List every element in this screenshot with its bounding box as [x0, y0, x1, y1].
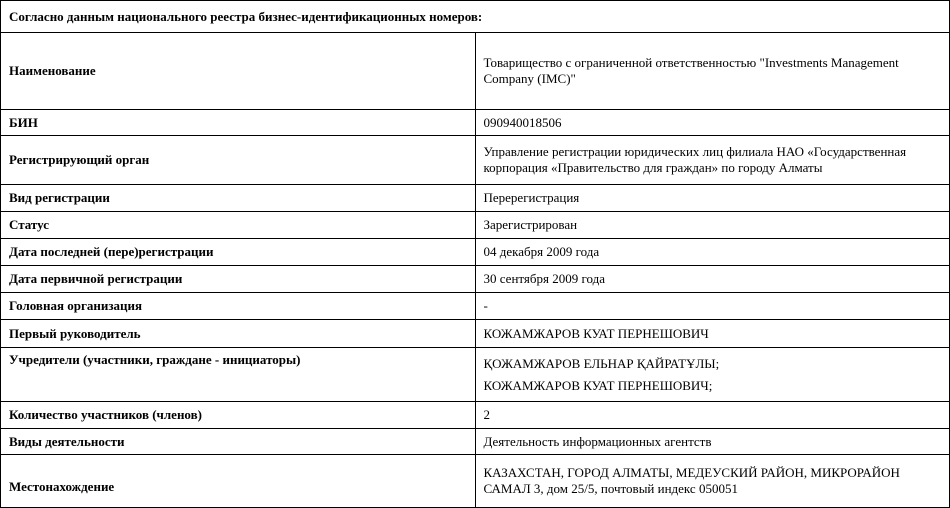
table-row: [1, 33, 950, 110]
registering-body-label: Регистрирующий орган: [1, 136, 476, 185]
table-row: [1, 266, 950, 293]
location-label: Местонахождение: [1, 455, 476, 508]
founder-item: КОЖАМЖАРОВ КУАТ ПЕРНЕШОВИЧ;: [483, 377, 713, 393]
registration-type-value: Перерегистрация: [475, 185, 950, 212]
last-registration-date-label: Дата последней (пере)регистрации: [1, 239, 476, 266]
registration-type-label: Вид регистрации: [1, 185, 476, 212]
founders-label: Учредители (участники, граждане - инициаторы): [1, 348, 476, 402]
table-row: [1, 455, 950, 508]
table-row: [1, 402, 950, 429]
head-organization-label: Головная организация: [1, 293, 476, 320]
head-organization-value: -: [475, 293, 950, 320]
member-count-label: Количество участников (членов): [1, 402, 476, 429]
bin-label: БИН: [1, 110, 476, 136]
bin-value: 090940018506: [475, 110, 950, 136]
table-row: [1, 239, 950, 266]
last-registration-date-value: 04 декабря 2009 года: [475, 239, 950, 266]
member-count-value: 2: [475, 402, 950, 429]
name-value: Товарищество с ограниченной ответственностью "Investments Management Company (IMC)": [475, 33, 950, 110]
table-row: [1, 136, 950, 185]
table-row: [1, 429, 950, 455]
chief-label: Первый руководитель: [1, 320, 476, 348]
table-row: [1, 212, 950, 239]
table-row: [1, 293, 950, 320]
status-label: Статус: [1, 212, 476, 239]
table-row: [1, 185, 950, 212]
chief-value: КОЖАМЖАРОВ КУАТ ПЕРНЕШОВИЧ: [475, 320, 950, 348]
status-value: Зарегистрирован: [475, 212, 950, 239]
registry-header: Согласно данным национального реестра бизнес-идентификационных номеров:: [1, 1, 950, 33]
activities-value: Деятельность информационных агентств: [475, 429, 950, 455]
founder-item: ҚОЖАМЖАРОВ ЕЛЬНАР ҚАЙРАТҰЛЫ;: [483, 355, 720, 371]
registering-body-value: Управление регистрации юридических лиц филиала НАО «Государственная корпорация «Правительство для граждан» по городу Алматы: [475, 136, 950, 185]
table-row: [1, 110, 950, 136]
first-registration-date-label: Дата первичной регистрации: [1, 266, 476, 293]
header-row: [1, 1, 950, 33]
activities-label: Виды деятельности: [1, 429, 476, 455]
table-row: [1, 348, 950, 402]
table-row: [1, 320, 950, 348]
location-value: КАЗАХСТАН, ГОРОД АЛМАТЫ, МЕДЕУСКИЙ РАЙОН, МИКРОРАЙОН САМАЛ 3, дом 25/5, почтовый индекс 050051: [475, 455, 950, 508]
name-label: Наименование: [1, 33, 476, 110]
first-registration-date-value: 30 сентября 2009 года: [475, 266, 950, 293]
founders-list: [475, 348, 950, 402]
